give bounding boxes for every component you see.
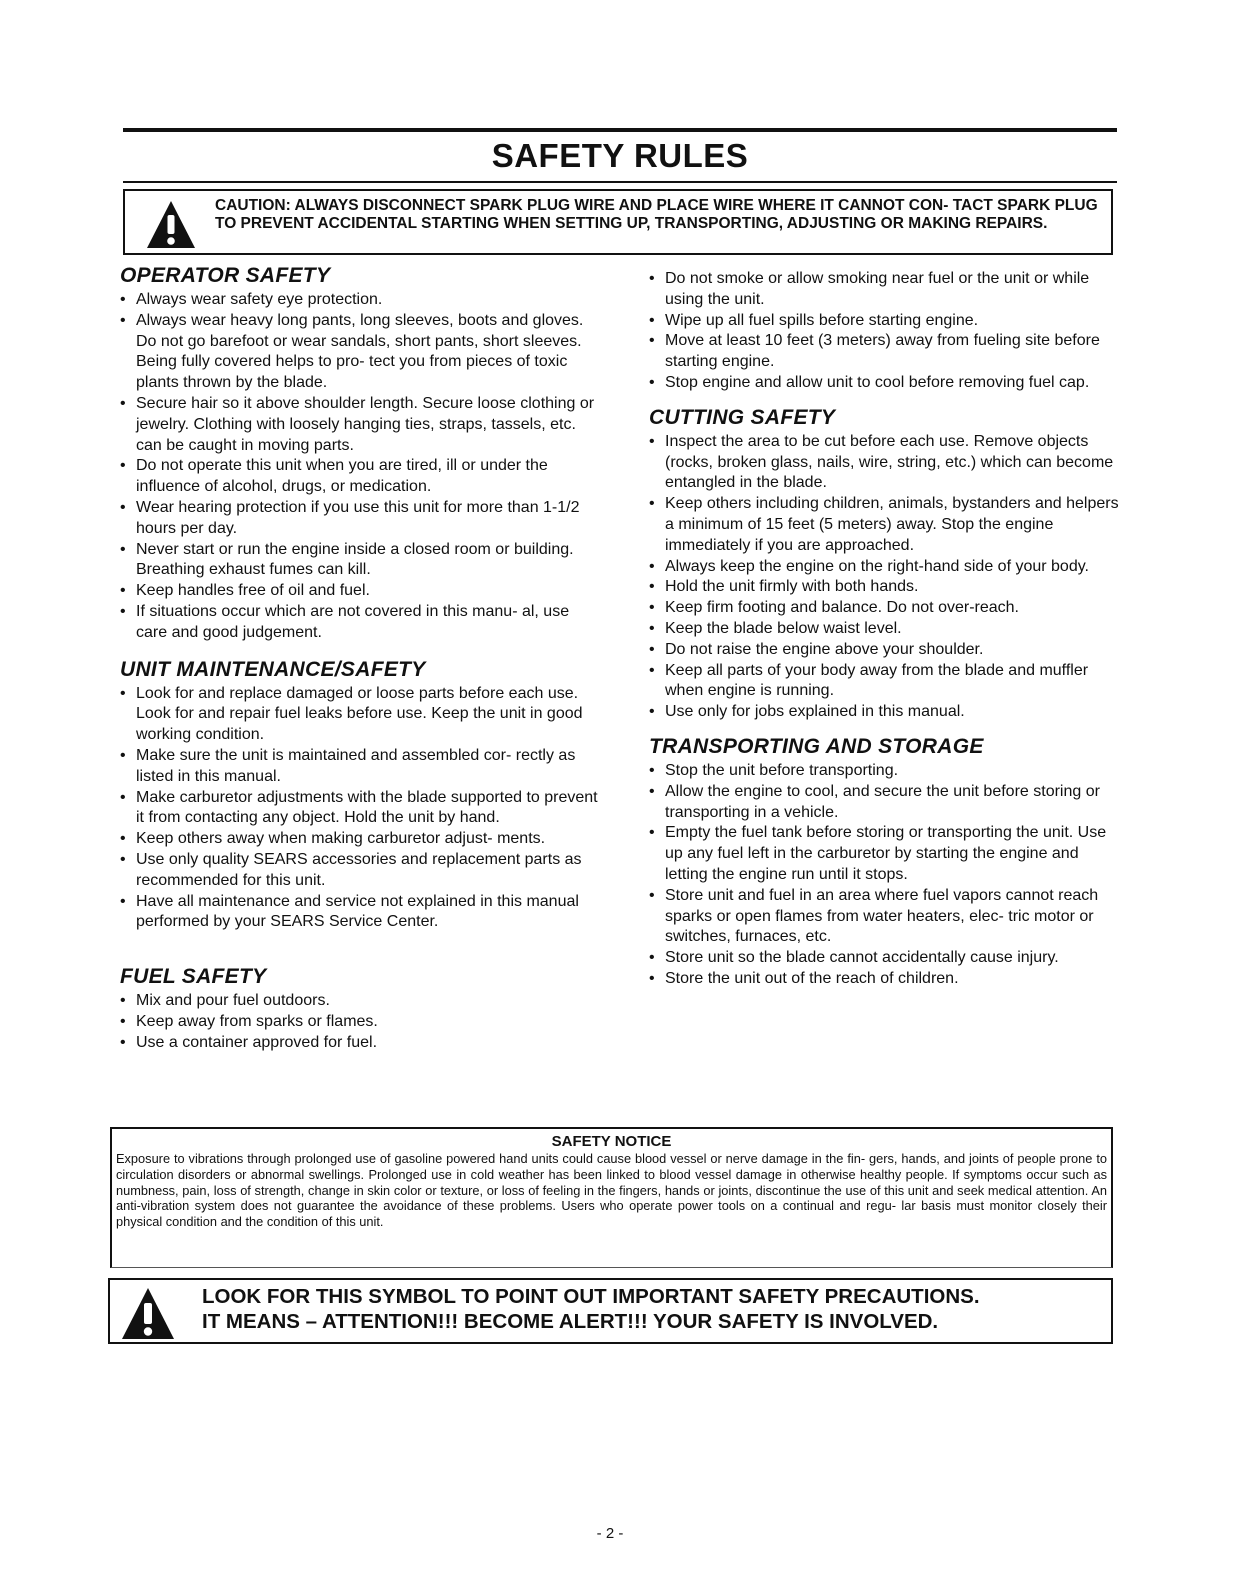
safety-notice-title: SAFETY NOTICE xyxy=(551,1133,672,1150)
warning-triangle-icon xyxy=(145,199,197,251)
caution-text: CAUTION: ALWAYS DISCONNECT SPARK PLUG WIRE AND PLACE WIRE WHERE IT CANNOT CON- TACT SPARK PLUG TO PREVENT ACCIDENTAL STARTING WHEN SETTING UP, TRANSPORTING, ADJUSTING OR MAKING REPAIRS. xyxy=(215,197,1098,232)
list-item: • Wipe up all fuel spills before starting engine. xyxy=(645,311,1125,332)
safety-notice-text: Exposure to vibrations through prolonged use of gasoline powered hand units could cause blood vessel or nerve damage in the fin- gers, hands, and joints of people prone to circulation disorders or abnormal swellings. Prolonged use in cold weather has been linked to blood vessel damage in otherwise healthy people. If symptoms occur such as numbness, pain, loss of strength, change in skin color or texture, or loss of feeling in the fingers, hands or joints, discontinue the use of this unit and seek medical attention. An anti-vibration system does not guarantee the avoidance of these problems. Users who operate power tools on a continual and regu- lar basis must monitor closely their physical condition and the condition of this unit. xyxy=(116,1151,1107,1230)
cutting-safety-list xyxy=(645,432,1125,723)
list-item: • Keep all parts of your body away from the blade and muffler when engine is running. xyxy=(645,661,1125,703)
fuel-safety-heading: FUEL SAFETY xyxy=(120,965,267,989)
list-item: • Keep away from sparks or flames. xyxy=(116,1012,602,1033)
list-item: • Store unit so the blade cannot accidentally cause injury. xyxy=(645,948,1125,969)
operator-safety-list xyxy=(116,290,602,644)
list-item: • Do not operate this unit when you are tired, ill or under the influence of alcohol, drugs, or medication. xyxy=(116,456,602,498)
list-item: • Keep others away when making carburetor adjust- ments. xyxy=(116,829,602,850)
list-item: • Never start or run the engine inside a closed room or building. Breathing exhaust fumes can kill. xyxy=(116,540,602,582)
caution-box xyxy=(123,189,1113,255)
list-item: • Move at least 10 feet (3 meters) away from fueling site before starting engine. xyxy=(645,331,1125,373)
list-item: • Keep firm footing and balance. Do not over-reach. xyxy=(645,598,1125,619)
list-item: • Use a container approved for fuel. xyxy=(116,1033,602,1054)
list-item: • Stop the unit before transporting. xyxy=(645,761,1125,782)
transporting-storage-heading: TRANSPORTING AND STORAGE xyxy=(649,734,984,758)
fuel-safety-list xyxy=(116,991,602,1053)
list-item: • Do not raise the engine above your shoulder. xyxy=(645,640,1125,661)
symbol-notice-line-2: IT MEANS – ATTENTION!!! BECOME ALERT!!! YOUR SAFETY IS INVOLVED. xyxy=(202,1310,939,1333)
list-item: • Stop engine and allow unit to cool before removing fuel cap. xyxy=(645,373,1125,394)
list-item: • Keep others including children, animals, bystanders and helpers a minimum of 15 feet (5 meters) away. Stop the engine immediately if you are approached. xyxy=(645,494,1125,556)
list-item: • Inspect the area to be cut before each use. Remove objects (rocks, broken glass, nails, wire, string, etc.) which can become entangled in the blade. xyxy=(645,432,1125,494)
right-column xyxy=(645,269,1125,990)
list-item: • Store the unit out of the reach of children. xyxy=(645,969,1125,990)
list-item: • Have all maintenance and service not explained in this manual performed by your SEARS Service Center. xyxy=(116,892,602,934)
list-item: • Always wear heavy long pants, long sleeves, boots and gloves. Do not go barefoot or wear sandals, short pants, short sleeves. Being fully covered helps to pro- tect you from pieces of toxic plants thrown by the blade. xyxy=(116,311,602,394)
left-column xyxy=(116,264,602,1054)
list-item: • Mix and pour fuel outdoors. xyxy=(116,991,602,1012)
cutting-safety-heading: CUTTING SAFETY xyxy=(649,405,836,429)
transporting-storage-list xyxy=(645,761,1125,990)
operator-safety-heading: OPERATOR SAFETY xyxy=(120,264,331,287)
list-item: • Always wear safety eye protection. xyxy=(116,290,602,311)
list-item: • Keep handles free of oil and fuel. xyxy=(116,581,602,602)
list-item: • Secure hair so it above shoulder length. Secure loose clothing or jewelry. Clothing with loosely hanging ties, straps, tassels, etc. can be caught in moving parts. xyxy=(116,394,602,456)
symbol-notice-line-1: LOOK FOR THIS SYMBOL TO POINT OUT IMPORTANT SAFETY PRECAUTIONS. xyxy=(202,1285,980,1308)
list-item: • Make sure the unit is maintained and assembled cor- rectly as listed in this manual. xyxy=(116,746,602,788)
list-item: • Look for and replace damaged or loose parts before each use. Look for and repair fuel leaks before use. Keep the unit in good working condition. xyxy=(116,684,602,746)
list-item: • Store unit and fuel in an area where fuel vapors cannot reach sparks or open flames from water heaters, elec- tric motor or switches, furnaces, etc. xyxy=(645,886,1125,948)
list-item: • Make carburetor adjustments with the blade supported to prevent it from contacting any object. Hold the unit by hand. xyxy=(116,788,602,830)
list-item: • If situations occur which are not covered in this manu- al, use care and good judgement. xyxy=(116,602,602,644)
list-item: • Always keep the engine on the right-hand side of your body. xyxy=(645,557,1125,578)
symbol-notice-text xyxy=(202,1284,1102,1334)
warning-triangle-icon xyxy=(120,1286,176,1342)
title-rule xyxy=(123,181,1117,183)
unit-maintenance-heading: UNIT MAINTENANCE/SAFETY xyxy=(120,657,426,681)
fuel-safety-continued-list xyxy=(645,269,1125,394)
page-number: - 2 - xyxy=(596,1525,624,1542)
list-item: • Keep the blade below waist level. xyxy=(645,619,1125,640)
unit-maintenance-list xyxy=(116,684,602,934)
list-item: • Empty the fuel tank before storing or transporting the unit. Use up any fuel left in the carburetor by starting the engine and letting the engine run until it stops. xyxy=(645,823,1125,885)
symbol-notice-box xyxy=(108,1278,1113,1344)
page-title: SAFETY RULES xyxy=(491,137,749,174)
list-item: • Wear hearing protection if you use this unit for more than 1-1/2 hours per day. xyxy=(116,498,602,540)
list-item: • Hold the unit firmly with both hands. xyxy=(645,577,1125,598)
safety-notice-box xyxy=(110,1127,1113,1268)
top-rule xyxy=(123,128,1117,132)
list-item: • Use only quality SEARS accessories and replacement parts as recommended for this unit. xyxy=(116,850,602,892)
list-item: • Allow the engine to cool, and secure the unit before storing or transporting in a vehicle. xyxy=(645,782,1125,824)
list-item: • Do not smoke or allow smoking near fuel or the unit or while using the unit. xyxy=(645,269,1125,311)
list-item: • Use only for jobs explained in this manual. xyxy=(645,702,1125,723)
